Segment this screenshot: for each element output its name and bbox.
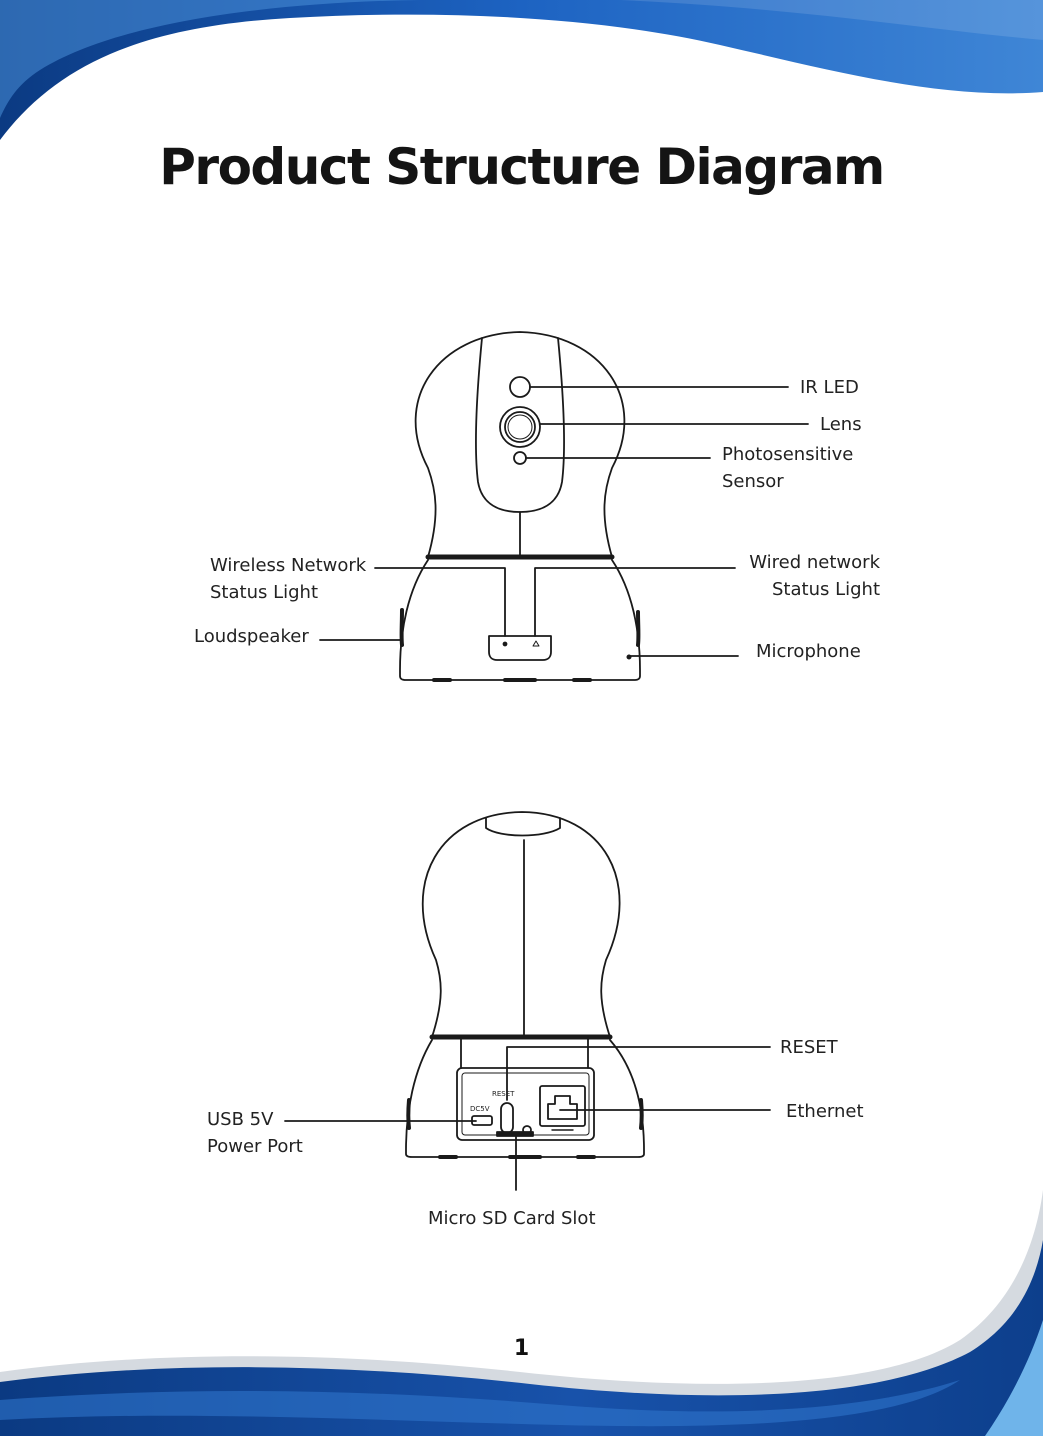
label-lens: Lens: [820, 414, 862, 435]
ethernet-port-icon: [540, 1086, 585, 1126]
front-base-body: [400, 560, 640, 680]
label-micro-sd-card-slot: Micro SD Card Slot: [428, 1208, 596, 1229]
lens-icon: [500, 407, 540, 447]
label-ir-led: IR LED: [800, 377, 859, 398]
label-microphone: Microphone: [756, 641, 861, 662]
camera-front-view: [320, 332, 808, 680]
label-wireless-network-status-light: Wireless Network Status Light: [210, 555, 367, 603]
reset-button-icon: [501, 1103, 513, 1133]
label-ethernet: Ethernet: [786, 1101, 864, 1122]
reset-port-mark: RESET: [492, 1090, 515, 1098]
status-light-window: [489, 636, 551, 660]
label-wired-network-status-light: Wired network Status Light: [749, 552, 880, 600]
label-usb-power-port: USB 5V Power Port: [207, 1109, 303, 1157]
ir-led-icon: [510, 377, 530, 397]
photosensitive-sensor-icon: [514, 452, 526, 464]
label-reset: RESET: [780, 1037, 838, 1058]
label-photosensitive-sensor: Photosensitive Sensor: [722, 444, 854, 492]
micro-sd-slot-icon: [497, 1132, 533, 1136]
back-head-outline: [423, 812, 620, 1037]
front-face-panel: [476, 338, 564, 512]
dc5v-port-mark: DC5V: [470, 1105, 490, 1113]
page-number: 1: [513, 1336, 530, 1361]
camera-back-view: [285, 812, 770, 1190]
label-loudspeaker: Loudspeaker: [194, 626, 309, 647]
page-title: Product Structure Diagram: [159, 138, 884, 196]
